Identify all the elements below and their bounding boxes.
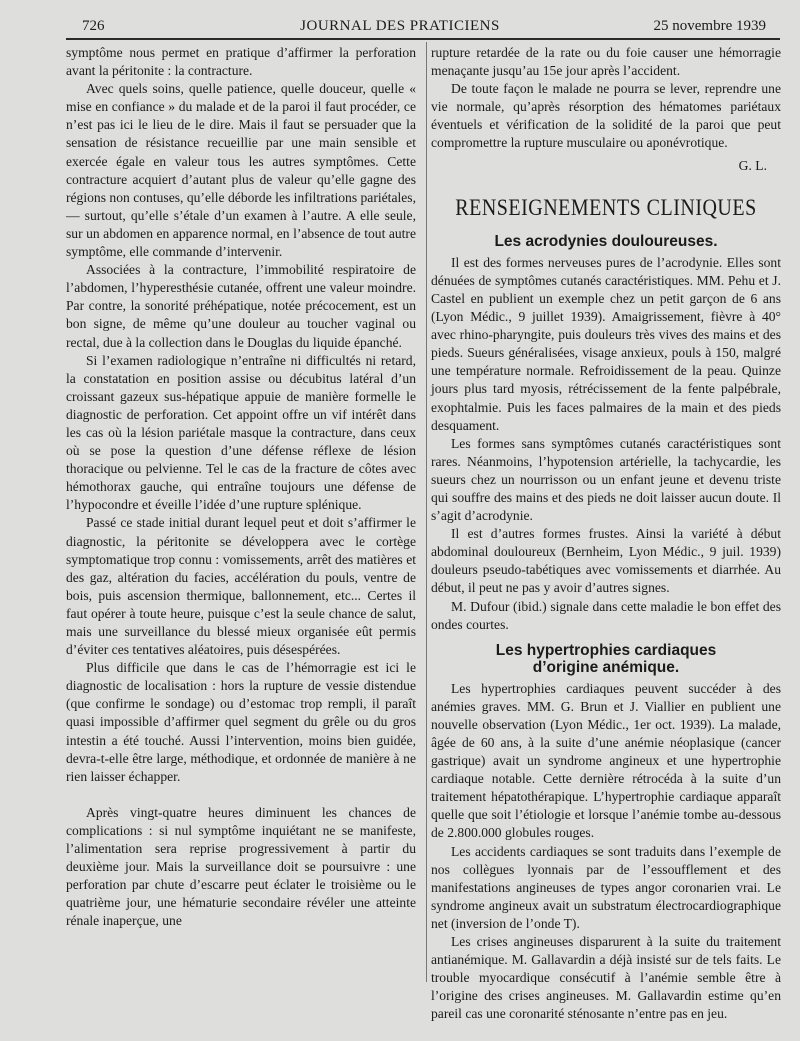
header-rule — [66, 38, 780, 40]
article-title: Les acrodynies douloureuses. — [494, 232, 718, 250]
article-title-line: Les hypertrophies cardiaques — [495, 641, 717, 659]
right-column — [431, 44, 781, 1024]
issue-date: 25 novembre 1939 — [653, 18, 766, 34]
paragraph: Les formes sans symptômes cutanés caractéristiques sont rares. Néanmoins, l’hypotension artérielle, la tachycardie, les sueurs chez un nourrisson ou un enfant jeune et devenu triste qui souffre des mains et des pieds ne doit laisser aucun doute. Il s’agit d’acrodynie. — [431, 435, 781, 524]
page-number: 726 — [82, 18, 105, 34]
paragraph: Les crises angineuses disparurent à la suite du traitement antianémique. M. Gallavardin a déjà insisté sur de tels faits. Le trouble myocardique consécutif à l’anémie semble être à l’origine des crises angineuses. M. Gallavardin estime qu’en pareil cas une coronarité sténosante n’entre pas en jeu. — [431, 934, 781, 1022]
author-signature: G. L. — [738, 157, 767, 173]
column-divider — [426, 42, 427, 982]
left-column — [66, 44, 416, 931]
paragraph: Les hypertrophies cardiaques peuvent succéder à des anémies graves. MM. G. Brun et J. Viallier en publient une nouvelle observation (Lyon Médic., 1er oct. 1939). La malade, âgée de 60 ans, à la suite d’une anémie néoplasique (cancer gastrique) avait un syndrome angineux et une hypertrophie cardiaque notable. Cette dernière rétrocéda à la suite d’un traitement hépatothérapique. L’hypertrophie cardiaque apparaît quelle que soit l’étiologie et lorsque l’anémie tombe au-dessous de 2.800.000 globules rouges. — [431, 680, 781, 841]
paragraph: Après vingt-quatre heures diminuent les chances de complications : si nul symptôme inquiétant ne se manifeste, l’alimentation sera reprise progressivement à partir du deuxième jour. Mais la surveillance doit se poursuivre : une perforation par chute d’escarre peut éclater le troisième ou le quatrième jour, une hématurie secondaire révéler une atteinte rénale inaperçue, une — [66, 804, 416, 929]
running-header — [0, 18, 800, 38]
paragraph: Il est d’autres formes frustes. Ainsi la variété à début abdominal douloureux (Bernheim, Lyon Médic., 9 juil. 1939) douleurs pseudo-tabétiques avec vomissements et diarrhée. Au début, il peut ne pas y avoir d’autres signes. — [431, 526, 781, 596]
paragraph-gap — [66, 786, 416, 804]
journal-title: JOURNAL DES PRATICIENS — [300, 18, 500, 34]
article-title-line: d’origine anémique. — [532, 658, 680, 676]
paragraph: Passé ce stade initial durant lequel peut et doit s’affirmer le diagnostic, la péritonite se développera avec le cortège symptomatique trop connu : vomissements, arrêt des matières et des gaz, altération du facies, accélération du pouls, ventre de bois, puis ascension thermique, ballonnement, etc... Certes il faut opérer à toute heure, puisque c’est la seule chance de salut, mais une surveillance du blessé mieux organisée eût permis d’éviter ces tentatives aléatoires, puis désespérées. — [66, 515, 416, 658]
article-title — [431, 642, 781, 676]
paragraph: De toute façon le malade ne pourra se lever, reprendre une vie normale, qu’après résorption des hématomes pariétaux éventuels et vérification de la solidité de la paroi que peut compromettre la rupture musculaire ou aponévrotique. — [431, 81, 781, 151]
paragraph: M. Dufour (ibid.) signale dans cette maladie le bon effet des ondes courtes. — [431, 598, 781, 632]
paragraph: Associées à la contracture, l’immobilité respiratoire de l’abdomen, l’hyperesthésie cutanée, offrent une valeur moindre. Par contre, la sonorité préhépatique, notée précocement, est un bon signe, de même qu’une douleur au toucher vaginal ou rectal, due à la collection dans le Douglas du liquide épanché. — [66, 262, 416, 350]
paragraph: Avec quels soins, quelle patience, quelle douceur, quelle « mise en confiance » du malade et de la paroi il faut procéder, ce n’est pas ici le lieu de le dire. Mais il faut se persuader que la sensation de résistance recueillie par une main sensible et exercée égale en valeur tous les autres symptômes. Cette contracture acquiert d’autant plus de valeur qu’elle gagne des régions non contuses, qu’elle déborde les infiltrations pariétales, — surtout, qu’elle s’étale d’un examen à l’autre. A elle seule, sur un abdomen en apparence normal, en l’absence de tout autre symptôme, elle commande d’intervenir. — [66, 81, 416, 260]
paragraph: Si l’examen radiologique n’entraîne ni difficultés ni retard, la constatation en position assise ou décubitus latéral d’un croissant gazeux sus-hépatique appuie de manière formelle le diagnostic de perforation. Cet appoint offre un vif intérêt dans les cas où la lésion pariétale masque la contracture, dans ceux où se pose la question d’une défense réflexe de lésion thoracique ou pelvienne. Tel le cas de la fracture de côtes avec hémothorax gauche, qui entraîne toujours une défense de l’hypocondre et éveille l’idée d’une rupture splénique. — [66, 352, 416, 513]
paragraph: Il est des formes nerveuses pures de l’acrodynie. Elles sont dénuées de symptômes cutanés caractéristiques. MM. Pehu et J. Castel en publient un exemple chez un petit garçon de 6 ans (Lyon Médic., 9 juillet 1939). Amaigrissement, fièvre à 40° avec rhino-pharyngite, puis douleurs très vives des mains et des pieds. Sueurs généralisées, visage anxieux, pouls à 150, malgré une température normale. Refroidissement de la peau. Quinze jours plus tard myosis, rétrécissement de la fente palpébrale, exophtalmie. Puis les faces palmaires de la main et des pieds desquament. — [431, 254, 781, 433]
section-heading: RENSEIGNEMENTS CLINIQUES — [455, 194, 757, 221]
paragraph: rupture retardée de la rate ou du foie causer une hémorragie menaçante jusqu’au 15e jour après l’accident. — [431, 45, 781, 79]
paragraph: Les accidents cardiaques se sont traduits dans l’exemple de nos collègues lyonnais par de l’essoufflement et des manifestations angineuses de types angor coronarien vrai. Le syndrome angineux avait un substratum électrocardiographique net (inversion de l’onde T). — [431, 843, 781, 931]
paragraph: symptôme nous permet en pratique d’affirmer la perforation avant la péritonite : la contracture. — [66, 45, 416, 79]
paragraph: Plus difficile que dans le cas de l’hémorragie est ici le diagnostic de localisation : hors la rupture de vessie distendue (que confirme le sondage) ou d’estomac trop rempli, il paraît quasi impossible d’affirmer quel segment du grêle ou du gros intestin a été touché. Aussi l’intervention, moins bien guidée, devra-t-elle être large, méthodique, et ordonnée de manière à ne rien laisser échapper. — [66, 660, 416, 784]
